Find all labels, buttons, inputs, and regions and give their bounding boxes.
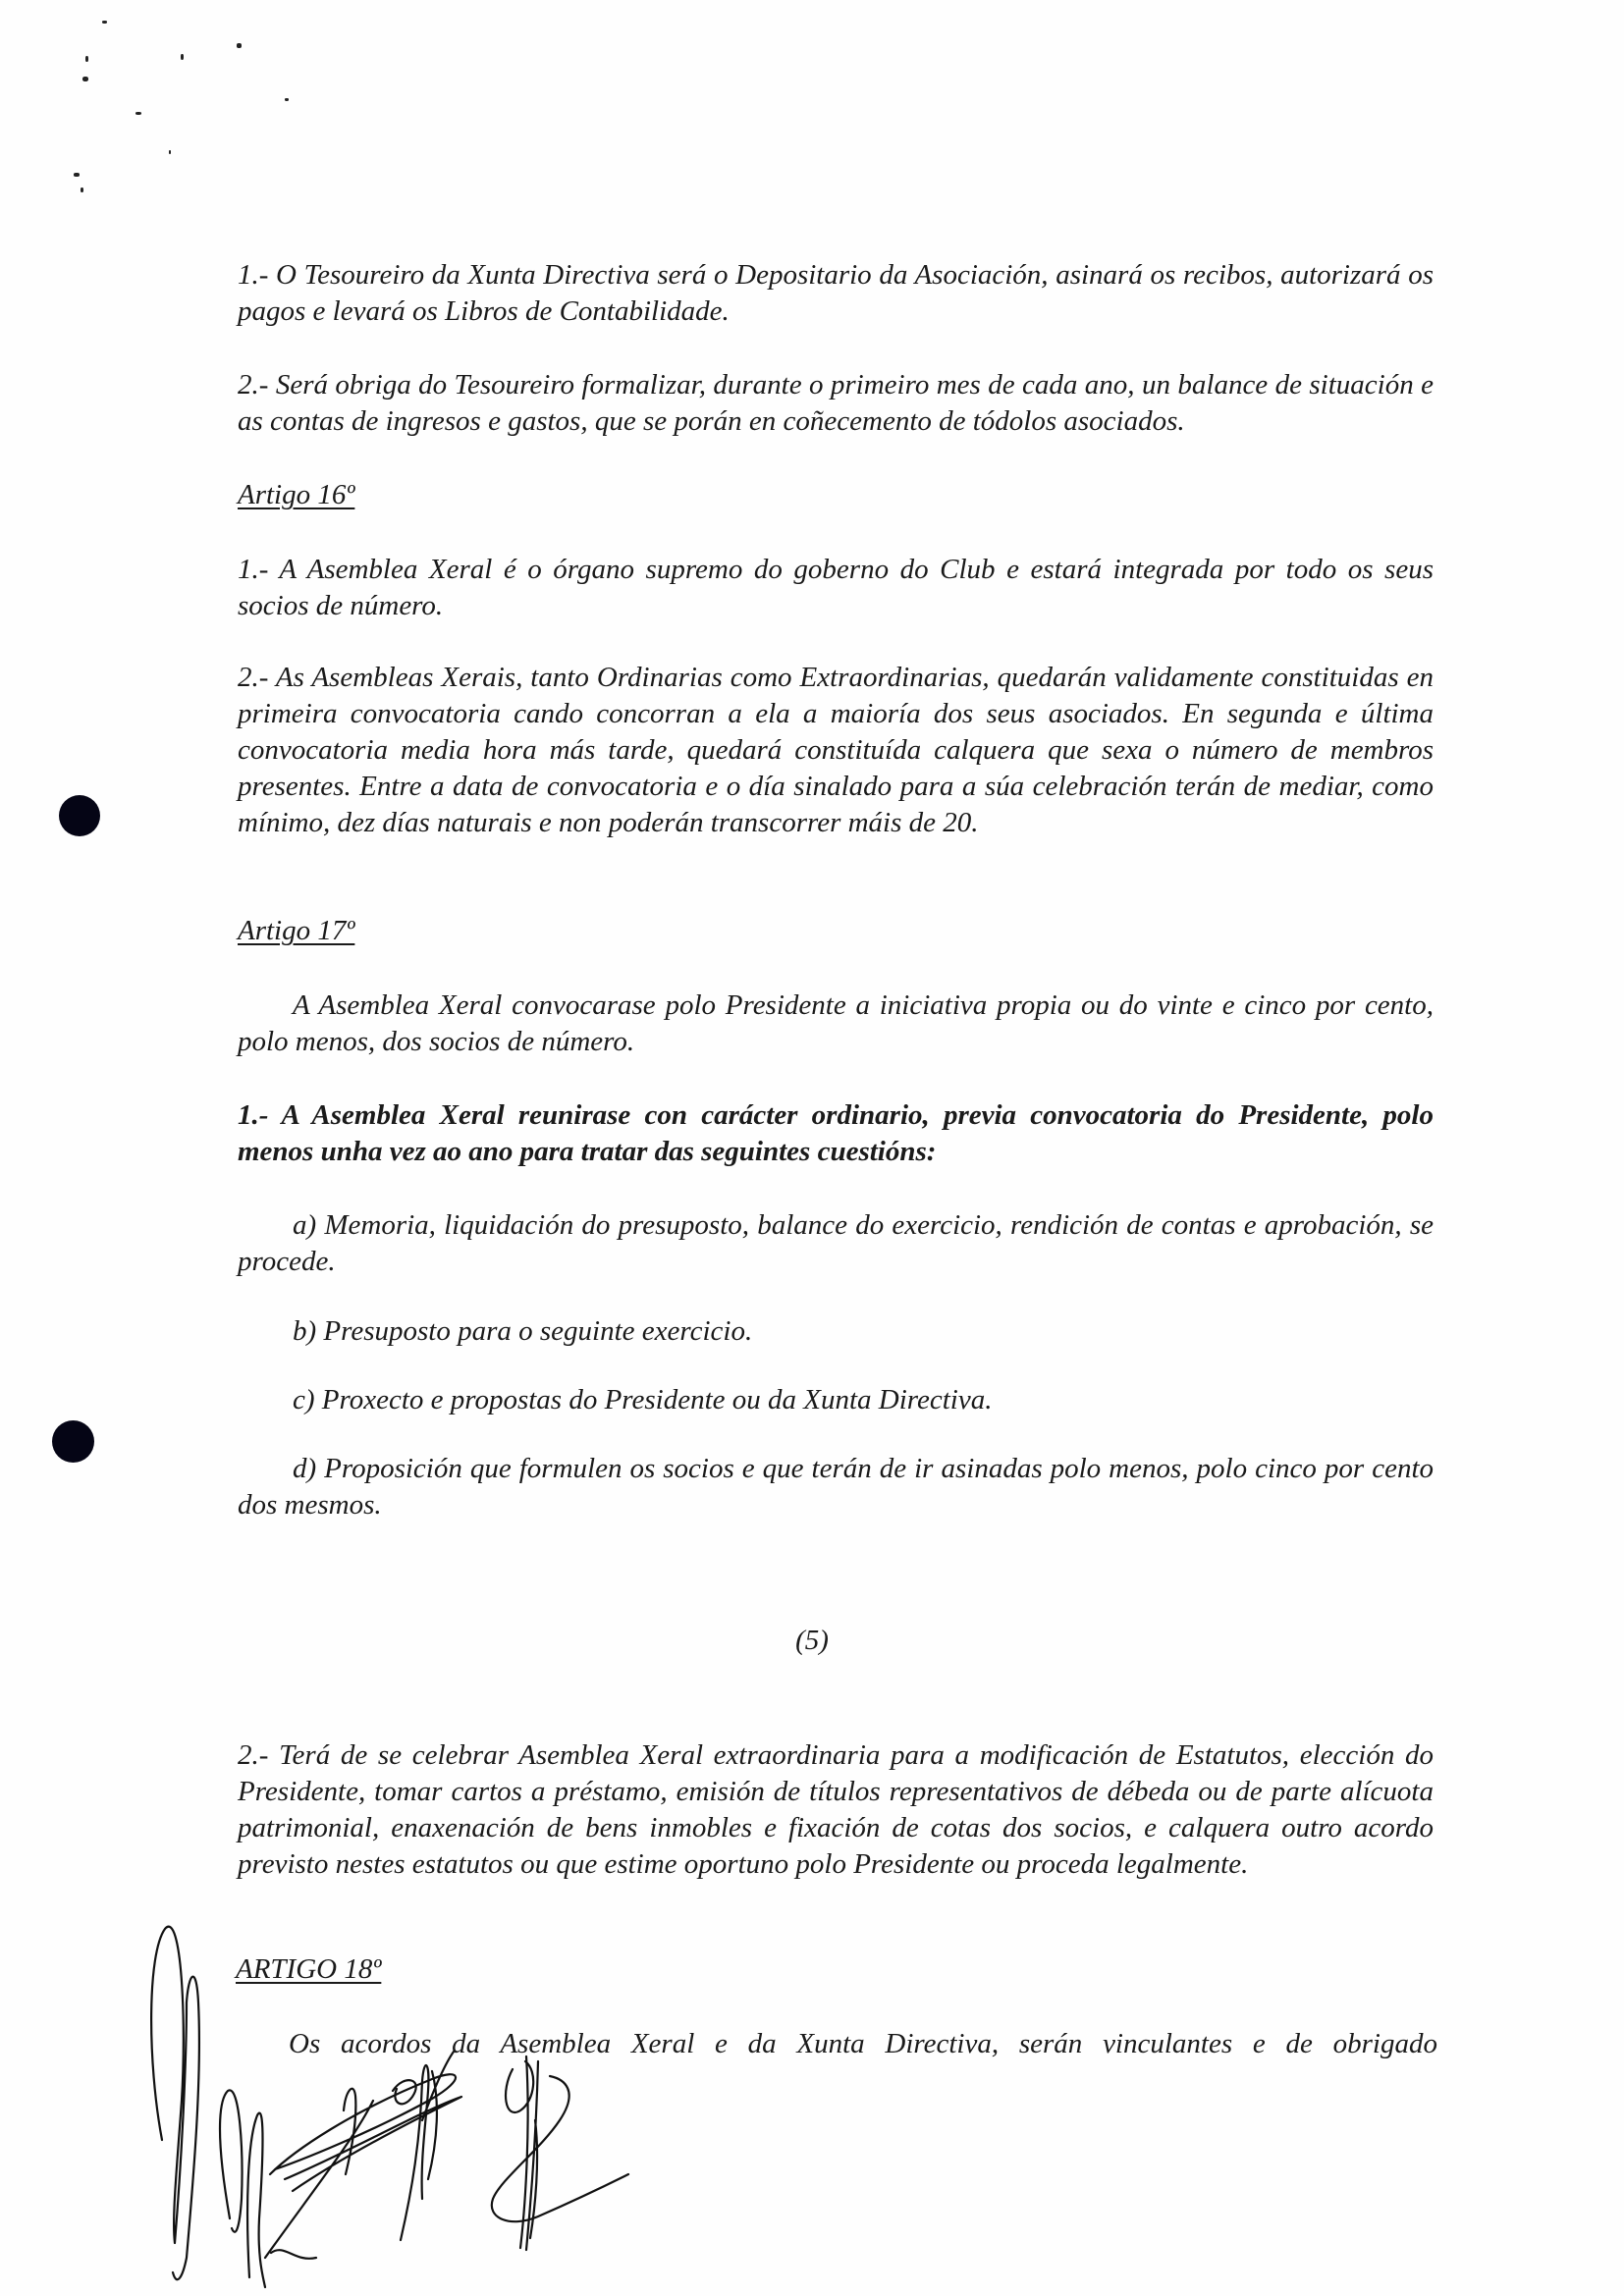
- paragraph-artigo16-2: 2.- As Asembleas Xerais, tanto Ordinarias como Extraordinarias, quedarán validamente constituidas en primeira convocatoria cando concorran a ela a maioría dos seus asociados. En segunda e última convocatoria media hora más tarde, quedará constituída calquera que sexa o número de membros presentes. Entre a data de convocatoria e o día sinalado para a súa celebración terán de mediar, como mínimo, dez días naturais e non poderán transcorrer máis de 20.: [238, 662, 1434, 838]
- paragraph-artigo16-1: 1.- A Asemblea Xeral é o órgano supremo do goberno do Club e estará integrada por todo os seus socios de número.: [238, 554, 1434, 621]
- list-item-b: b) Presuposto para o seguinte exercicio.: [293, 1315, 753, 1347]
- heading-artigo-17: Artigo 17º: [238, 915, 355, 946]
- list-item-c: c) Proxecto e propostas do Presidente ou da Xunta Directiva.: [293, 1384, 993, 1415]
- heading-artigo-16: Artigo 16º: [238, 479, 355, 510]
- paragraph-artigo17-2: 2.- Terá de se celebrar Asemblea Xeral extraordinaria para a modificación de Estatutos, elección do Presidente, tomar cartos a préstamo, emisión de títulos representativos de débeda ou de parte alícuota patrimonial, enaxenación de bens inmobles e fixación de cotas dos socios, e calquera outro acordo previsto nestes estatutos ou que estime oportuno polo Presidente ou proceda legalmente.: [238, 1739, 1434, 1880]
- signature-2: [220, 2090, 316, 2287]
- paragraph-treasurer-duties: 1.- O Tesoureiro da Xunta Directiva será o Depositario da Asociación, asinará os recibos, autorizará os pagos e levará os Libros de Contabilidade.: [238, 259, 1434, 327]
- paragraph-treasurer-balance: 2.- Será obriga do Tesoureiro formalizar, durante o primeiro mes de cada ano, un balance de situación e as contas de ingresos e gastos, que se porán en coñecemento de tódolos asociados.: [238, 369, 1434, 437]
- list-item-d: d) Proposición que formulen os socios e que terán de ir asinadas polo menos, polo cinco por cento dos mesmos.: [238, 1453, 1434, 1521]
- heading-artigo-18: ARTIGO 18º: [236, 1953, 382, 1985]
- page-number: (5): [795, 1625, 829, 1656]
- paragraph-artigo17-1: 1.- A Asemblea Xeral reunirase con carácter ordinario, previa convocatoria do Presidente, polo menos unha vez ao ano para tratar das seguintes cuestións:: [238, 1099, 1434, 1167]
- signature-1: [151, 1927, 199, 2280]
- list-item-a: a) Memoria, liquidación do presuposto, balance do exercicio, rendición de contas e aprobación, se procede.: [238, 1209, 1434, 1277]
- paragraph-artigo18-1: Os acordos da Asemblea Xeral e da Xunta Directiva, serán vinculantes e de obrigado: [289, 2028, 1437, 2059]
- paragraph-artigo17-intro: A Asemblea Xeral convocarase polo Presidente a iniciativa propia ou do vinte e cinco por cento, polo menos, dos socios de número.: [238, 989, 1434, 1057]
- signature-5: [492, 2056, 628, 2250]
